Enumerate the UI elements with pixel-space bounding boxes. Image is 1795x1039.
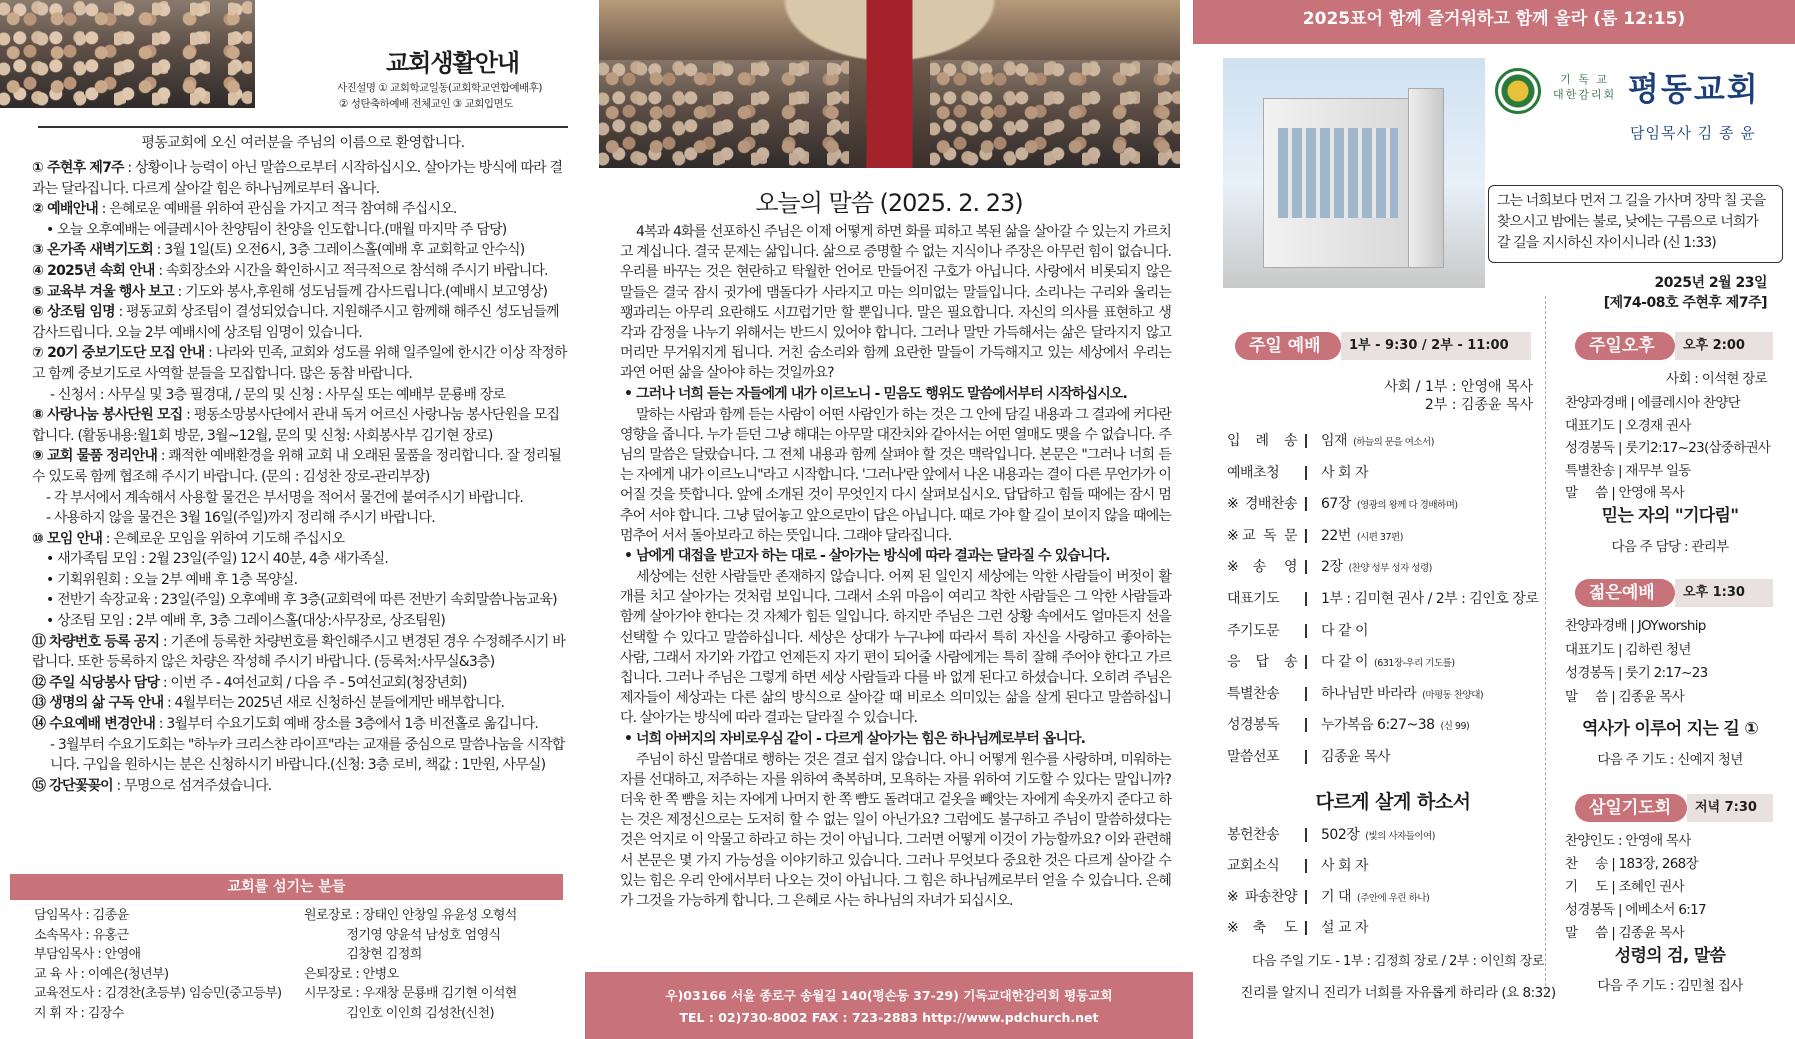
- notice-heading: ⑥ 상조팀 임명: [32, 304, 115, 321]
- order-item-value: 사 회 자: [1305, 859, 1374, 873]
- service-line: 찬양과경배 | JOYworship: [1565, 618, 1706, 634]
- order-item-label: 봉헌찬송: [1227, 827, 1280, 843]
- notice-heading: ⑫ 주일 식당봉사 담당: [32, 674, 160, 691]
- notice-text: • 새가족팀 모임 : 2월 23일(주일) 12시 40분, 4층 새가족실.: [46, 551, 389, 568]
- notice-text: : 무명으로 섬겨주셨습니다.: [112, 777, 272, 794]
- notice-item: [32, 220, 568, 241]
- order-item-note: (631장-우리 기도를): [1373, 658, 1455, 670]
- notice-item: [32, 282, 568, 303]
- servant-row: [34, 965, 554, 985]
- notice-text: - 3월부터 수요기도회는 "하누카 크리스챤 라이프"라는 교재를 중심으로 말씀나눔을 시작합니다. 구입을 원하시는 분은 신청하시기 바랍니다.(신청: 3층 로비, 책값 : 1만원, 사무실): [50, 736, 565, 774]
- order-item: [1227, 462, 1567, 484]
- order-item: [1227, 430, 1567, 452]
- order-item-note: (마평동 찬양대): [1422, 689, 1484, 701]
- order-item: [1227, 493, 1567, 515]
- notice-heading: ④ 2025년 속회 안내: [32, 262, 155, 279]
- order-item-label: ※축 도: [1227, 920, 1297, 936]
- page-title: 교회생활안내: [386, 49, 520, 77]
- sermon-point: • 너희 아버지의 자비로우심 같이 - 다르게 살아가는 힘은 하나님께로부터 옵니다.: [624, 730, 1086, 747]
- bulletin-date: 2025년 2월 23일 [제74-08호 주현후 제7주]: [1603, 275, 1767, 311]
- servant-entry: 지 휘 자 : 김장수: [34, 1005, 124, 1021]
- sermon-paragraph: 말하는 사람과 함께 듣는 사람이 어떤 사람인가 하는 것은 그 안에 담길 내용과 그 결과에 커다란 영향을 줍니다. 누가 듣던 그냥 해대는 아무말 대잔치와 같아서는 어떤 열매도 맺을 수 없습니다. 주님의 말씀은 달랐습니다. 그 전체 내용과 함께 살펴야 할 것은 맥락입니다. 본문은 "그러나 너희 듣는 자에게 내가 이르노니"라고 시작합니다. '그러나'란 앞에서 나온 내용과는 결이 다른 무언가가 이어질 것을 뜻합니다. 앞에 소개된 것이 무엇인지 다시 살펴보십시오. 답답하고 힘들 때에는 잠시 멈추어 서야 합니다. 그냥 덮어놓고 앞으로만이 답은 아닙니다. 때로 가야 할 길이 보이지 않을 때에는 멈추어 서서 돌아보라고 하는 뜻입니다. 그래야 달라집니다.: [620, 406, 1171, 544]
- servant-entry: 정기영 양윤석 남성호 엄영식: [304, 927, 501, 943]
- notice-item: [32, 673, 568, 694]
- notice-item: [32, 549, 568, 570]
- order-item: [1227, 556, 1567, 578]
- servant-row: [34, 984, 554, 1004]
- order-item-label: 대표기도: [1227, 591, 1280, 607]
- notice-item: [32, 611, 568, 632]
- notice-text: : 4월부터는 2025년 새로 신청하신 분들에게만 배부합니다.: [163, 695, 505, 712]
- order-item-label: 주기도문: [1227, 622, 1280, 639]
- notice-item: [32, 508, 568, 529]
- closing-verse: 진리를 알지니 진리가 너희를 자유롭게 하리라 (요 8:32): [1240, 985, 1556, 1001]
- notice-heading: ⑨ 교회 물품 정리안내: [32, 448, 158, 465]
- servant-row: [34, 1004, 554, 1024]
- notice-item: [32, 735, 568, 776]
- notice-text: : 3월 1일(토) 오전6시, 3층 그레이스홀(예배 후 교회학교 안수식): [153, 242, 525, 259]
- notice-item: [32, 446, 568, 487]
- order-item-note: (신 99): [1440, 721, 1470, 733]
- wednesday-sermon-title: 성령의 검, 말씀: [1614, 946, 1726, 966]
- notice-text: - 각 부서에서 계속해서 사용할 물건은 부서명을 적어서 물건에 붙여주시기 바랍니다.: [46, 489, 524, 506]
- order-item: [1227, 824, 1567, 846]
- sermon-column: [585, 0, 1193, 1039]
- notice-heading: ⑧ 사랑나눔 봉사단원 모집: [32, 407, 183, 424]
- order-item-value: 사 회 자: [1305, 466, 1374, 480]
- notice-heading: ⑪ 차량번호 등록 공지: [32, 633, 160, 650]
- notice-text: : 속회장소와 시간을 확인하시고 적극적으로 참석해 주시기 바랍니다.: [154, 262, 548, 279]
- servant-row: [34, 926, 554, 946]
- sermon-paragraph: 4복과 4화를 선포하신 주님은 이제 어떻게 하면 화를 피하고 복된 삶을 살아갈 수 있는지 가르치고 계십니다. 결국 문제는 삶입니다. 삶으로 증명할 수 없는 지식이나 주장은 아무런 힘이 없습니다. 우리를 바꾸는 것은 현란하고 탁월한 언어로 만들어진 구호가 아닙니다. 사랑에서 비롯되지 않은 말들은 결국 잠시 귓가에 맴돌다가 사라지고 마는 의미없는 말들입니다. 소리나는 구리와 울리는 꽹과리는 아무리 요란해도 시끄럽기만 할 뿐입니다. 말은 필요합니다. 자신의 의사를 표현하고 생각과 감정을 나누기 위해서는 반드시 있어야 합니다. 그러나 말만 가득해서는 삶은 달라지지 않고 머리만 무거워지게 됩니다. 거친 숨소리와 함께 요란한 말들이 가득해지고 있는 세상에서 우리는 과연 어떤 삶을 살아야 하는 것일까요?: [620, 224, 1171, 382]
- wednesday-service-time: 저녁 7:30: [1687, 794, 1773, 822]
- scripture-box: 그는 너희보다 먼저 그 길을 가사며 장막 칠 곳을 찾으시고 밤에는 불로, 낮에는 구름으로 너희가 갈 길을 지시하신 자이시니라 (신 1:33): [1488, 185, 1783, 263]
- service-line: 대표기도 | 김하린 청년: [1565, 641, 1691, 658]
- notice-item: [32, 199, 568, 220]
- notice-item: [32, 714, 568, 735]
- congregation-crowd: [599, 60, 849, 168]
- notice-text: : 은혜로운 예배를 위하여 관심을 가지고 적극 참여해 주십시오.: [98, 201, 457, 218]
- order-item-note: (하늘의 문을 여소서): [1353, 437, 1434, 448]
- order-item: [1227, 683, 1567, 705]
- servant-entry: 교 육 사 : 이예은(청년부): [34, 966, 169, 982]
- servant-entry: 김인호 이인희 김성찬(신천): [304, 1005, 494, 1021]
- order-item-value: 다 같 이: [1305, 624, 1374, 638]
- order-item-value: 임재 (하늘의 문을 여소서): [1305, 434, 1434, 448]
- church-school-photo: [0, 0, 255, 108]
- servant-row: [34, 945, 554, 965]
- notice-item: [32, 385, 568, 406]
- order-item-value: 하나님만 바라라 (마평동 찬양대): [1305, 687, 1483, 701]
- service-line: 찬양인도 : 안영애 목사: [1565, 833, 1691, 849]
- order-item-value: 김종윤 목사: [1305, 750, 1396, 764]
- service-line: 찬 송 | 183장, 268장: [1565, 856, 1698, 872]
- afternoon-service-time: 오후 2:00: [1675, 332, 1773, 360]
- worship-order-column: [1193, 0, 1795, 1039]
- notice-item: [32, 693, 568, 714]
- order-item: [1227, 855, 1567, 877]
- wednesday-next: 다음 주 기도 : 김민철 집사: [1597, 978, 1743, 994]
- service-line: 기 도 | 조혜인 권사: [1565, 879, 1684, 895]
- service-line: 말 씀 | 김종윤 목사: [1565, 688, 1684, 705]
- notice-text: : 쾌적한 예배환경을 위해 교회 내 오래된 물품을 정리합니다. 잘 정리될 수 있도록 함께 협조해 주시기 바랍니다. (문의 : 김성찬 장로-관리부장): [32, 448, 562, 485]
- sermon-point: • 남에게 대접을 받고자 하는 대로 - 살아가는 방식에 따라 결과는 달라질 수 있습니다.: [624, 548, 1110, 565]
- senior-pastor: 담임목사 김 종 윤: [1630, 124, 1756, 142]
- notice-item: [32, 488, 568, 509]
- sunday-service-time: 1부 - 9:30 / 2부 - 11:00: [1341, 332, 1531, 360]
- notice-text: • 상조팀 모임 : 2부 예배 후, 3층 그레이스홀(대상:사무장로, 상조팀원): [46, 613, 446, 630]
- notice-list: [32, 158, 568, 796]
- order-item-label: ※경배찬송: [1227, 496, 1297, 513]
- next-week-prayer: 다음 주일 기도 - 1부 : 김정희 장로 / 2부 : 이인희 장로: [1251, 954, 1544, 969]
- church-building-image: [1223, 58, 1485, 288]
- notice-heading: ② 예배안내: [32, 201, 99, 218]
- notice-text: : 나라와 민족, 교회와 성도를 위해 일주일에 한시간 이상 작정하고 함께 중보기도로 사역할 분들을 모집합니다. 많은 동참 바랍니다.: [32, 345, 567, 382]
- order-item-label: ※송 영: [1227, 559, 1297, 576]
- service-line: 찬양과경배 | 에클레시아 찬양단: [1565, 395, 1741, 411]
- wednesday-service-label: 삼일기도회: [1575, 794, 1687, 822]
- notice-heading: ⑭ 수요예배 변경안내: [32, 716, 156, 733]
- order-item-label: 말씀선포: [1227, 749, 1280, 765]
- sermon-title: 오늘의 말씀 (2025. 2. 23): [755, 189, 1023, 217]
- notice-item: [32, 590, 568, 611]
- notice-heading: ⑮ 강단꽃꽂이: [32, 777, 113, 794]
- sermon-paragraph: 세상에는 선한 사람들만 존재하지 않습니다. 어찌 된 일인지 세상에는 악한 사람들이 버젓이 활개를 치고 살아가는 것처럼 보입니다. 그래서 소위 마음이 여리고 착한 사람들은 그 악한 사람들과 함께 살아가야 한다는 것 자체가 힘든 일입니다. 하지만 주님은 그런 상황 속에서도 얼마든지 선을 선택할 수 있다고 말씀하십니다. 세상은 상대가 누구냐에 따라서 특히 자신을 사랑하고 좋아하는 사람, 그래서 자기와 가깝고 언제든지 자기 편이 되어줄 사람에게는 특히 잘해 주어야 한다고 가르칩니다. 그러나 주님은 그렇게 하면 세상 사람들과 다를 바 없게 된다고 하셨습니다. 오히려 주님은 제자들이 세상과는 다른 삶의 방식으로 살아갈 때 비로소 의미있는 삶을 살게 된다고 말씀하십니다. 살아가는 방식에 따라 결과는 달라질 수 있습니다.: [620, 569, 1171, 727]
- notice-text: • 기획위원회 : 오늘 2부 예배 후 1층 목양실.: [46, 571, 298, 588]
- order-item-label: 예배초청: [1227, 464, 1280, 481]
- order-item: [1227, 917, 1567, 939]
- afternoon-next: 다음 주 담당 : 관리부: [1611, 539, 1729, 555]
- notice-text: : 기도와 봉사,후원해 성도님들께 감사드립니다.(예배시 보고영상): [173, 283, 548, 300]
- youth-service-label: 젊은예배: [1575, 579, 1675, 607]
- service-line: 성경봉독 | 룻기 2:17~23: [1565, 665, 1708, 681]
- order-item: [1227, 588, 1567, 610]
- order-item: [1227, 525, 1567, 547]
- order-item-value: 67장 (영광의 왕께 다 경배하며): [1305, 497, 1458, 511]
- notice-text: : 이번 주 - 4여선교회 / 다음 주 - 5여선교회(청장년회): [159, 674, 467, 691]
- church-contact: TEL : 02)730-8002 FAX : 723-2883 http://www.pdchurch.net: [679, 1010, 1099, 1025]
- order-item-value: 502장 (빛의 사자들이여): [1305, 828, 1435, 842]
- notice-text: - 사용하지 않을 물건은 3월 16일(주일)까지 정리해 주시기 바랍니다.: [46, 510, 435, 527]
- order-item-label: 성경봉독: [1227, 717, 1280, 734]
- servant-entry: 원로장로 : 장태인 안창일 유윤성 오형석: [304, 908, 517, 923]
- afternoon-sermon-title: 믿는 자의 "기다림": [1601, 506, 1739, 526]
- servant-entry: 시무장로 : 우재창 문룡배 김기현 이석현: [304, 986, 517, 1001]
- order-item-value: 누가복음 6:27~38 (신 99): [1305, 718, 1469, 732]
- methodist-logo-icon: [1495, 68, 1541, 114]
- sermon-point: • 그러나 너희 듣는 자들에게 내가 이르노니 - 믿음도 행위도 말씀에서부터 시작하십시오.: [624, 385, 1127, 402]
- order-item-value: 기 대 (주안에 우린 하나): [1305, 890, 1429, 904]
- notice-heading: ⑤ 교육부 겨울 행사 보고: [32, 283, 174, 300]
- sermon-body: [620, 222, 1171, 911]
- annual-motto-banner: 2025표어 함께 즐거워하고 함께 울라 (롬 12:15): [1193, 0, 1795, 44]
- notice-text: : 은혜로운 모임을 위하여 기도해 주십시오: [102, 530, 345, 547]
- notice-text: - 신청서 : 사무실 및 3층 필경대, / 문의 및 신청 : 사무실 또는 예배부 문룡배 장로: [50, 386, 506, 403]
- servant-entry: 교육전도사 : 김경찬(초등부) 임승민(중고등부): [34, 986, 282, 1001]
- service-line: 성경봉독 | 에베소서 6:17: [1565, 902, 1706, 918]
- order-item: [1227, 746, 1567, 768]
- church-address: 우)03166 서울 종로구 송월길 140(평손동 37-29) 기독교대한감리회 평동교회: [665, 988, 1113, 1003]
- notice-item: [32, 240, 568, 261]
- photo-caption: 사진설명 ① 교회학교일동(교회학교연합예배후): [337, 82, 542, 94]
- notice-item: [32, 302, 568, 343]
- order-item-label: 교회소식: [1227, 858, 1280, 874]
- order-item-note: (시편 37편): [1356, 531, 1403, 543]
- notice-text: • 오늘 오후예배는 에클레시아 찬양팀이 찬양을 인도합니다.(매월 마지막 주 담당): [46, 221, 507, 238]
- column-divider: [1545, 296, 1546, 996]
- notice-heading: ③ 온가족 새벽기도회: [32, 242, 153, 259]
- order-item-label: ※교 독 문: [1227, 527, 1297, 544]
- congregation-crowd: [930, 60, 1180, 168]
- order-item-label: 특별찬송: [1227, 685, 1280, 702]
- service-line: 성경봉독 | 룻기2:17~23(삼중하권사: [1565, 440, 1771, 456]
- notice-item: [32, 261, 568, 282]
- order-item-value: 2장 (찬양 성부 성자 성령): [1305, 560, 1432, 574]
- notice-item: [32, 405, 568, 446]
- order-item: [1227, 651, 1567, 673]
- notice-item: [32, 529, 568, 550]
- notice-item: [32, 158, 568, 199]
- order-item: [1227, 886, 1567, 908]
- order-item-label: 입 례 송: [1227, 433, 1297, 449]
- notice-text: • 전반기 속장교육 : 23일(주일) 오후예배 후 3층(교회력에 따른 전반기 속회말씀나눔교육): [46, 592, 557, 609]
- denomination-name: 기 독 교 대한감리회: [1553, 73, 1617, 101]
- notice-text: : 3월부터 수요기도회 예배 장소를 3층에서 1층 비전홀로 옮깁니다.: [155, 716, 538, 733]
- announcements-column: [0, 0, 577, 1039]
- youth-next: 다음 주 기도 : 신예지 청년: [1597, 752, 1743, 768]
- order-item-value: 설 교 자: [1305, 921, 1374, 935]
- order-item-note: (빛의 사자들이여): [1365, 831, 1435, 842]
- sunday-service-label: 주일 예배: [1235, 332, 1341, 360]
- servant-entry: 담임목사 : 김종윤: [34, 908, 129, 923]
- afternoon-leader: 사회 : 이석현 장로: [1665, 371, 1767, 387]
- youth-service-time: 오후 1:30: [1675, 579, 1773, 607]
- order-item-note: (주안에 우린 하나): [1357, 893, 1430, 904]
- notice-heading: ⑩ 모임 안내: [32, 530, 103, 547]
- order-item-value: 다 같 이 (631장-우리 기도를): [1305, 655, 1455, 669]
- notice-heading: ⑦ 20기 중보기도단 모집 안내: [32, 345, 205, 362]
- photo-caption: ② 성탄축하예배 전체교인 ③ 교회입면도: [339, 98, 513, 110]
- order-item-note: (찬양 성부 성자 성령): [1348, 563, 1432, 575]
- notice-item: [32, 343, 568, 384]
- service-line: 특별찬송 | 재무부 일동: [1565, 462, 1691, 479]
- notice-item: [32, 632, 568, 673]
- sermon-paragraph: 주님이 하신 말씀대로 행하는 것은 결코 쉽지 않습니다. 아니 어떻게 원수를 사랑하며, 미워하는 자를 선대하고, 저주하는 자를 위하여 축복하며, 모욕하는 자를 위하여 기도할 수 있다는 말입니까? 더욱 한 쪽 뺨을 치는 자에게 나머지 한 쪽 뺨도 돌려대고 겉옷을 빼앗는 자에게 속옷까지 준다고 하는 것은 제정신으로는 도저히 할 수 없는 일이 아닌가요? 그럼에도 불구하고 주님이 말씀하셨다는 것은 억지로 이 악물고 하라고 하는 것이 아닙니다. 그러면 어떻게 이것이 가능할까요? 이와 관련해서 본문은 몇 가지 가능성을 이야기하고 있습니다. 그러나 무엇보다 중요한 것은 다르게 살아갈 수 있는 힘은 우리 안에서부터 나오는 것이 아닙니다. 그 힘은 하나님께로부터 얻을 수 있습니다. 은혜가 그것을 가능하게 합니다. 그 은혜로 사는 하나님의 자녀가 되십시오.: [620, 751, 1171, 910]
- servant-entry: 소속목사 : 유홍근: [34, 927, 129, 943]
- notice-text: : 평동교회 상조팀이 결성되었습니다. 지원해주시고 함께해 해주신 성도님들께 감사드립니다. 오늘 2부 예배시에 상조팀 임명이 있습니다.: [32, 304, 559, 341]
- servant-entry: 부담임목사 : 안영애: [34, 947, 141, 962]
- order-item: [1227, 620, 1567, 642]
- notice-item: [32, 776, 568, 797]
- notice-heading: ① 주현후 제7주: [32, 160, 124, 176]
- servant-row: [34, 906, 554, 926]
- service-line: 말 씀 | 김종윤 목사: [1565, 925, 1684, 941]
- church-name: 평동교회: [1628, 70, 1760, 108]
- service-line: 대표기도 | 오경재 권사: [1565, 417, 1691, 434]
- order-item-label: 응 답 송: [1227, 654, 1297, 671]
- service-line: 말 씀 | 안영애 목사: [1565, 485, 1684, 501]
- sermon-heading: 다르게 살게 하소서: [1315, 791, 1471, 813]
- notice-text: : 기존에 등록한 차량번호를 확인해주시고 변경된 경우 수정해주시기 바랍니다. 또한 등록하지 않은 차량은 작성해 주시기 바랍니다. (등록처:사무실&3층): [32, 633, 565, 671]
- youth-sermon-title: 역사가 이루어 지는 길 ①: [1581, 719, 1759, 739]
- order-item-note: (영광의 왕께 다 경배하며): [1356, 500, 1458, 512]
- servant-entry: 김창현 김정희: [304, 947, 422, 962]
- notice-text: : 상황이나 능력이 아닌 말씀으로부터 시작하십시오. 살아가는 방식에 따라 결과는 달라집니다. 다르게 살아갈 힘은 하나님께로부터 옵니다.: [32, 160, 563, 197]
- church-contact-footer: [585, 972, 1193, 1039]
- servants-list: [34, 906, 554, 1023]
- order-item-value: 1부 : 김미현 권사 / 2부 : 김인호 장로: [1305, 592, 1544, 606]
- order-item-value: 22번 (시편 37편): [1305, 529, 1403, 543]
- welcome-message: 평동교회에 오신 여러분을 주님의 이름으로 환영합니다.: [38, 126, 568, 152]
- service-leader: 사회 / 1부 : 안영애 목사 2부 : 김종윤 목사: [1384, 379, 1533, 413]
- notice-item: [32, 570, 568, 591]
- notice-text: : 평동소망봉사단에서 관내 독거 어르신 사랑나눔 봉사단원을 모집합니다. (활동내용:월1회 방문, 3월~12월, 문의 및 신청: 사회봉사부 김기현 장로): [32, 407, 560, 444]
- servants-header: 교회를 섬기는 분들: [10, 874, 563, 900]
- afternoon-service-label: 주일오후: [1575, 332, 1675, 360]
- notice-heading: ⑬ 생명의 삶 구독 안내: [32, 695, 164, 712]
- order-item: [1227, 714, 1567, 736]
- order-item-label: ※파송찬양: [1227, 889, 1297, 905]
- servant-entry: 은퇴장로 : 안병오: [304, 966, 399, 982]
